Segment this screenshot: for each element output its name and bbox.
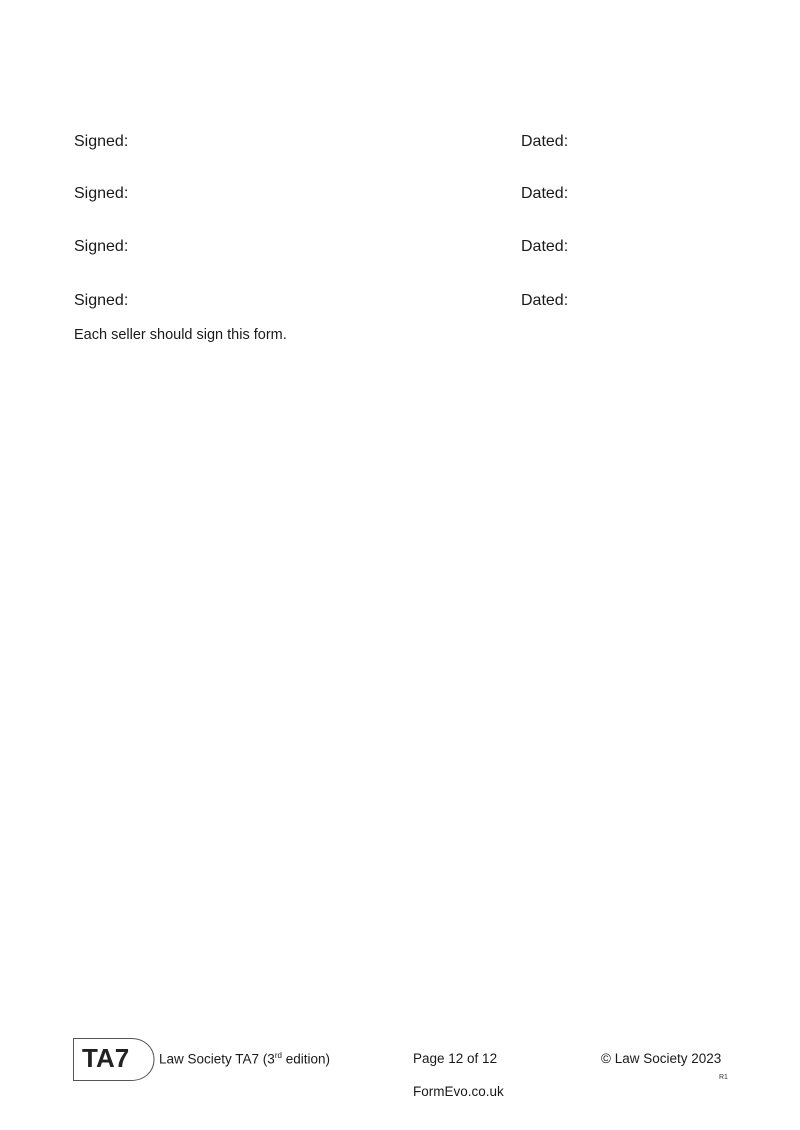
dated-label: Dated:: [521, 238, 569, 255]
page-number: Page 12 of 12: [413, 1051, 498, 1066]
signature-row-2: [74, 185, 574, 207]
logo-text: TA7: [82, 1043, 130, 1073]
signed-label: Signed:: [74, 185, 129, 202]
copyright: © Law Society 2023: [601, 1051, 722, 1066]
signature-row-1: [74, 133, 574, 155]
signed-label: Signed:: [74, 292, 129, 309]
revision-mark: R1: [719, 1074, 728, 1081]
signature-row-3: [74, 238, 574, 260]
signature-row-4: [74, 292, 574, 314]
dated-label: Dated:: [521, 133, 569, 150]
signed-label: Signed:: [74, 133, 129, 150]
form-edition: Law Society TA7 (3rd edition): [159, 1051, 330, 1067]
signing-note: Each seller should sign this form.: [74, 327, 287, 343]
dated-label: Dated:: [521, 292, 569, 309]
signed-label: Signed:: [74, 238, 129, 255]
ta7-logo: [73, 1038, 153, 1080]
site-credit: FormEvo.co.uk: [413, 1084, 504, 1099]
dated-label: Dated:: [521, 185, 569, 202]
